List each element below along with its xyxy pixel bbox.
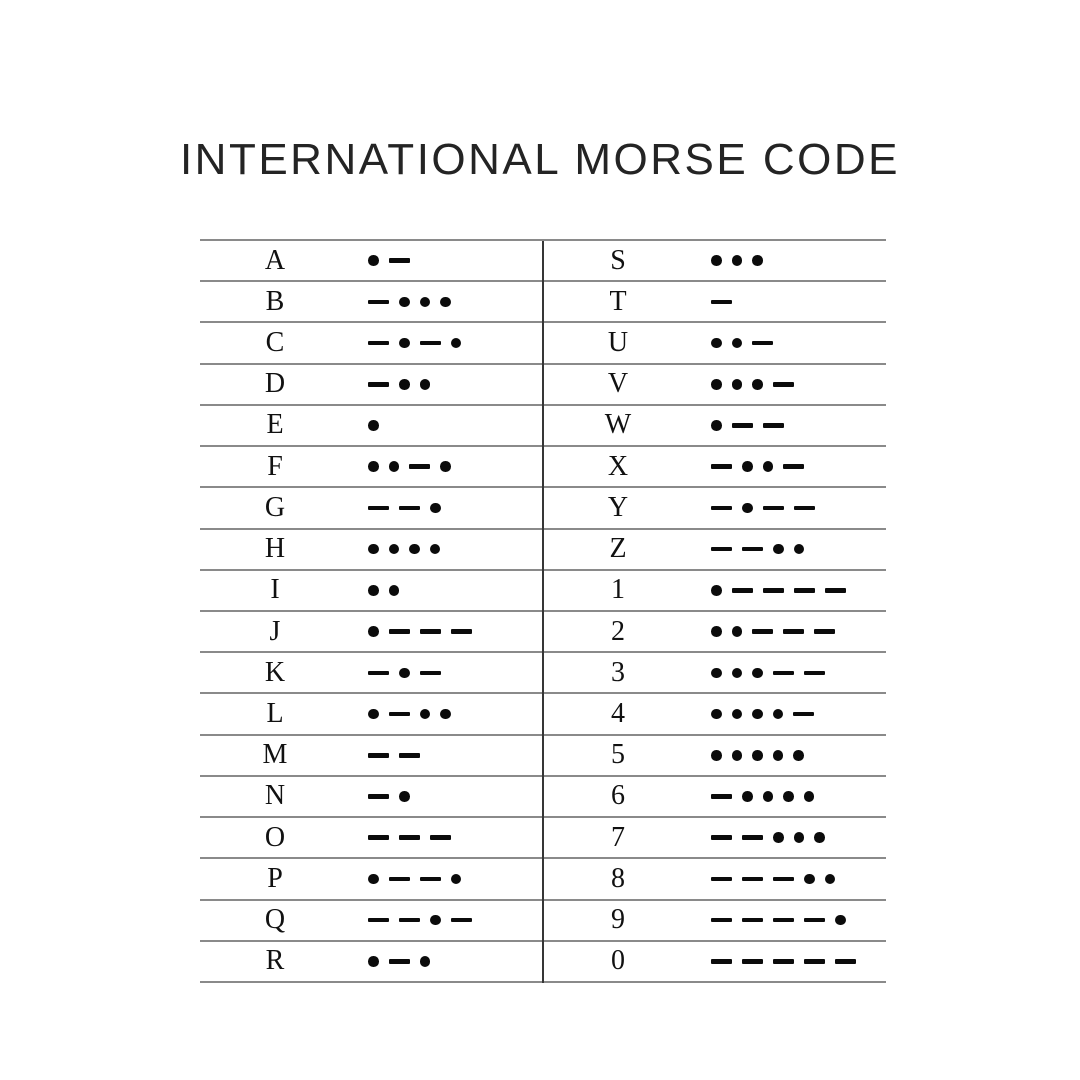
morse-character: 8 xyxy=(611,862,625,894)
morse-cell xyxy=(543,901,886,940)
dash-symbol xyxy=(794,588,815,593)
morse-code xyxy=(368,956,430,967)
dot-symbol xyxy=(389,461,400,472)
morse-code xyxy=(711,338,773,349)
dash-symbol xyxy=(368,671,389,676)
morse-code xyxy=(711,585,846,596)
dash-symbol xyxy=(773,877,794,882)
dash-symbol xyxy=(711,918,732,923)
dot-symbol xyxy=(711,626,722,637)
morse-cell xyxy=(543,365,886,404)
morse-cell xyxy=(200,777,543,816)
morse-code xyxy=(711,959,856,964)
dash-symbol xyxy=(732,588,753,593)
morse-character: 1 xyxy=(611,574,625,606)
morse-cell xyxy=(200,901,543,940)
dash-symbol xyxy=(773,918,794,923)
morse-code xyxy=(368,544,440,555)
dot-symbol xyxy=(420,956,431,967)
dash-symbol xyxy=(794,506,815,511)
dash-symbol xyxy=(804,959,825,964)
dot-symbol xyxy=(440,297,451,308)
dash-symbol xyxy=(742,918,763,923)
dot-symbol xyxy=(368,461,379,472)
dot-symbol xyxy=(440,709,451,720)
morse-cell xyxy=(200,365,543,404)
dash-symbol xyxy=(711,506,732,511)
morse-cell xyxy=(543,736,886,775)
dot-symbol xyxy=(399,379,410,390)
dash-symbol xyxy=(742,835,763,840)
morse-character: 7 xyxy=(611,821,625,853)
dash-symbol xyxy=(711,300,732,305)
dot-symbol xyxy=(711,709,722,720)
dot-symbol xyxy=(389,544,400,555)
dot-symbol xyxy=(752,750,763,761)
dash-symbol xyxy=(711,877,732,882)
dash-symbol xyxy=(389,629,410,634)
morse-code xyxy=(711,915,846,926)
morse-character: B xyxy=(265,285,285,317)
table-row xyxy=(200,736,886,777)
morse-character: Y xyxy=(607,491,629,523)
morse-character: O xyxy=(264,821,286,853)
dot-symbol xyxy=(711,255,722,266)
morse-character: C xyxy=(265,327,285,359)
morse-cell xyxy=(543,818,886,857)
morse-cell xyxy=(543,488,886,527)
morse-code xyxy=(368,297,451,308)
dot-symbol xyxy=(368,585,379,596)
table-row xyxy=(200,571,886,612)
dash-symbol xyxy=(399,918,420,923)
morse-cell xyxy=(200,859,543,898)
dot-symbol xyxy=(420,709,431,720)
dot-symbol xyxy=(711,420,722,431)
dash-symbol xyxy=(773,959,794,964)
morse-cell xyxy=(200,282,543,321)
morse-character: Z xyxy=(609,533,627,565)
dot-symbol xyxy=(430,544,441,555)
dash-symbol xyxy=(409,464,430,469)
dash-symbol xyxy=(804,918,825,923)
table-row xyxy=(200,488,886,529)
table-row xyxy=(200,530,886,571)
dot-symbol xyxy=(440,461,451,472)
morse-code xyxy=(711,503,815,514)
morse-cell xyxy=(543,777,886,816)
dash-symbol xyxy=(451,918,472,923)
morse-code xyxy=(711,420,784,431)
dot-symbol xyxy=(752,379,763,390)
dot-symbol xyxy=(409,544,420,555)
morse-code xyxy=(368,874,461,885)
morse-character: A xyxy=(264,244,286,276)
dash-symbol xyxy=(711,464,732,469)
morse-code xyxy=(368,791,410,802)
table-row xyxy=(200,653,886,694)
morse-character: S xyxy=(610,244,626,276)
morse-cell xyxy=(543,571,886,610)
dot-symbol xyxy=(835,915,846,926)
dot-symbol xyxy=(399,791,410,802)
dash-symbol xyxy=(763,506,784,511)
dash-symbol xyxy=(742,959,763,964)
dash-symbol xyxy=(711,794,732,799)
dot-symbol xyxy=(451,874,462,885)
dot-symbol xyxy=(752,668,763,679)
dash-symbol xyxy=(399,835,420,840)
morse-code xyxy=(368,753,420,758)
morse-cell xyxy=(543,612,886,651)
dot-symbol xyxy=(794,832,805,843)
dot-symbol xyxy=(752,709,763,720)
dot-symbol xyxy=(368,544,379,555)
dot-symbol xyxy=(368,874,379,885)
dash-symbol xyxy=(368,918,389,923)
dash-symbol xyxy=(804,671,825,676)
morse-code xyxy=(368,338,461,349)
morse-code xyxy=(711,874,835,885)
morse-code xyxy=(368,626,472,637)
morse-character: H xyxy=(264,533,286,565)
dash-symbol xyxy=(711,547,732,552)
morse-cell xyxy=(200,694,543,733)
dot-symbol xyxy=(399,297,410,308)
dash-symbol xyxy=(773,382,794,387)
dot-symbol xyxy=(368,709,379,720)
dash-symbol xyxy=(711,835,732,840)
morse-cell xyxy=(200,406,543,445)
dot-symbol xyxy=(732,668,743,679)
dash-symbol xyxy=(451,629,472,634)
dot-symbol xyxy=(804,791,815,802)
morse-code xyxy=(711,255,763,266)
dot-symbol xyxy=(451,338,462,349)
morse-character: J xyxy=(269,615,281,647)
dot-symbol xyxy=(732,255,743,266)
morse-character: F xyxy=(267,450,283,482)
dash-symbol xyxy=(773,671,794,676)
morse-code xyxy=(368,915,472,926)
morse-character: P xyxy=(267,862,283,894)
morse-cell xyxy=(543,653,886,692)
dot-symbol xyxy=(711,750,722,761)
dot-symbol xyxy=(793,750,804,761)
morse-cell xyxy=(200,942,543,981)
table-row xyxy=(200,777,886,818)
morse-cell xyxy=(543,447,886,486)
dot-symbol xyxy=(732,379,743,390)
dot-symbol xyxy=(742,791,753,802)
dot-symbol xyxy=(794,544,805,555)
dash-symbol xyxy=(430,835,451,840)
table-row xyxy=(200,406,886,447)
morse-code xyxy=(368,835,451,840)
morse-table xyxy=(200,239,886,983)
dot-symbol xyxy=(430,503,441,514)
dot-symbol xyxy=(773,750,784,761)
dot-symbol xyxy=(732,338,743,349)
morse-code xyxy=(368,461,451,472)
morse-code xyxy=(711,544,804,555)
dash-symbol xyxy=(399,506,420,511)
morse-character: 9 xyxy=(611,904,625,936)
dash-symbol xyxy=(793,712,814,717)
morse-cell xyxy=(543,859,886,898)
dot-symbol xyxy=(773,832,784,843)
dot-symbol xyxy=(368,626,379,637)
table-row xyxy=(200,901,886,942)
dash-symbol xyxy=(752,629,773,634)
morse-code xyxy=(711,750,804,761)
morse-code xyxy=(368,503,441,514)
morse-code xyxy=(368,379,430,390)
dash-symbol xyxy=(389,959,410,964)
morse-character: W xyxy=(604,409,632,441)
dash-symbol xyxy=(368,300,389,305)
dash-symbol xyxy=(420,341,441,346)
dash-symbol xyxy=(399,753,420,758)
table-row xyxy=(200,365,886,406)
dash-symbol xyxy=(368,794,389,799)
morse-cell xyxy=(200,818,543,857)
dot-symbol xyxy=(814,832,825,843)
morse-cell xyxy=(543,241,886,280)
table-row xyxy=(200,612,886,653)
morse-character: 6 xyxy=(611,780,625,812)
table-row xyxy=(200,323,886,364)
dash-symbol xyxy=(389,877,410,882)
dot-symbol xyxy=(752,255,763,266)
morse-code xyxy=(368,420,379,431)
dash-symbol xyxy=(825,588,846,593)
dot-symbol xyxy=(711,668,722,679)
dot-symbol xyxy=(763,791,774,802)
morse-cell xyxy=(200,447,543,486)
morse-code xyxy=(368,668,441,679)
dot-symbol xyxy=(399,338,410,349)
dot-symbol xyxy=(368,420,379,431)
morse-character: D xyxy=(264,368,286,400)
morse-cell xyxy=(543,530,886,569)
dash-symbol xyxy=(742,877,763,882)
morse-cell xyxy=(543,406,886,445)
dot-symbol xyxy=(732,709,743,720)
morse-character: 4 xyxy=(611,698,625,730)
morse-cell xyxy=(543,282,886,321)
morse-character: I xyxy=(270,574,280,606)
table-row xyxy=(200,859,886,900)
dash-symbol xyxy=(420,629,441,634)
dot-symbol xyxy=(825,874,836,885)
dash-symbol xyxy=(835,959,856,964)
dot-symbol xyxy=(773,709,784,720)
dash-symbol xyxy=(742,547,763,552)
morse-character: 2 xyxy=(611,615,625,647)
dash-symbol xyxy=(814,629,835,634)
table-row xyxy=(200,241,886,282)
morse-code xyxy=(711,379,794,390)
morse-cell xyxy=(200,530,543,569)
dot-symbol xyxy=(804,874,815,885)
dash-symbol xyxy=(763,423,784,428)
page-title: INTERNATIONAL MORSE CODE xyxy=(179,135,901,184)
morse-cell xyxy=(200,653,543,692)
dot-symbol xyxy=(420,379,431,390)
morse-code xyxy=(711,791,814,802)
dot-symbol xyxy=(742,503,753,514)
morse-code xyxy=(711,461,804,472)
morse-cell xyxy=(200,323,543,362)
dash-symbol xyxy=(368,382,389,387)
morse-character: E xyxy=(266,409,284,441)
morse-code xyxy=(711,626,835,637)
morse-character: 0 xyxy=(611,945,625,977)
morse-cell xyxy=(200,612,543,651)
dash-symbol xyxy=(783,464,804,469)
dash-symbol xyxy=(368,506,389,511)
dash-symbol xyxy=(368,835,389,840)
morse-character: U xyxy=(607,327,629,359)
morse-cell xyxy=(543,942,886,981)
dot-symbol xyxy=(430,915,441,926)
morse-character: V xyxy=(607,368,629,400)
dash-symbol xyxy=(420,877,441,882)
dash-symbol xyxy=(711,959,732,964)
table-row xyxy=(200,694,886,735)
dash-symbol xyxy=(783,629,804,634)
morse-character: R xyxy=(265,945,285,977)
dot-symbol xyxy=(763,461,774,472)
morse-character: N xyxy=(264,780,286,812)
dot-symbol xyxy=(773,544,784,555)
morse-code xyxy=(711,300,732,305)
morse-cell xyxy=(200,241,543,280)
dot-symbol xyxy=(389,585,400,596)
morse-character: X xyxy=(607,450,629,482)
morse-cell xyxy=(543,694,886,733)
morse-code xyxy=(368,709,451,720)
dot-symbol xyxy=(711,585,722,596)
dash-symbol xyxy=(420,671,441,676)
morse-character: L xyxy=(266,698,284,730)
dot-symbol xyxy=(420,297,431,308)
table-row xyxy=(200,942,886,983)
morse-code xyxy=(368,255,410,266)
morse-character: 3 xyxy=(611,656,625,688)
dot-symbol xyxy=(368,956,379,967)
morse-character: Q xyxy=(264,904,286,936)
morse-character: 5 xyxy=(611,739,625,771)
dash-symbol xyxy=(389,258,410,263)
dash-symbol xyxy=(763,588,784,593)
morse-code xyxy=(711,832,825,843)
dash-symbol xyxy=(368,753,389,758)
dot-symbol xyxy=(742,461,753,472)
morse-character: G xyxy=(264,491,286,523)
table-row xyxy=(200,282,886,323)
dot-symbol xyxy=(732,626,743,637)
morse-code xyxy=(711,668,825,679)
morse-cell xyxy=(543,323,886,362)
dash-symbol xyxy=(752,341,773,346)
dot-symbol xyxy=(368,255,379,266)
dash-symbol xyxy=(389,712,410,717)
dot-symbol xyxy=(783,791,794,802)
dot-symbol xyxy=(711,338,722,349)
dash-symbol xyxy=(368,341,389,346)
morse-character: K xyxy=(264,656,286,688)
dot-symbol xyxy=(399,668,410,679)
table-row xyxy=(200,818,886,859)
morse-cell xyxy=(200,488,543,527)
morse-code xyxy=(368,585,399,596)
table-row xyxy=(200,447,886,488)
dash-symbol xyxy=(732,423,753,428)
morse-character: T xyxy=(609,285,627,317)
morse-code xyxy=(711,709,814,720)
morse-cell xyxy=(200,571,543,610)
morse-character: M xyxy=(262,739,288,771)
morse-cell xyxy=(200,736,543,775)
dot-symbol xyxy=(711,379,722,390)
dot-symbol xyxy=(732,750,743,761)
